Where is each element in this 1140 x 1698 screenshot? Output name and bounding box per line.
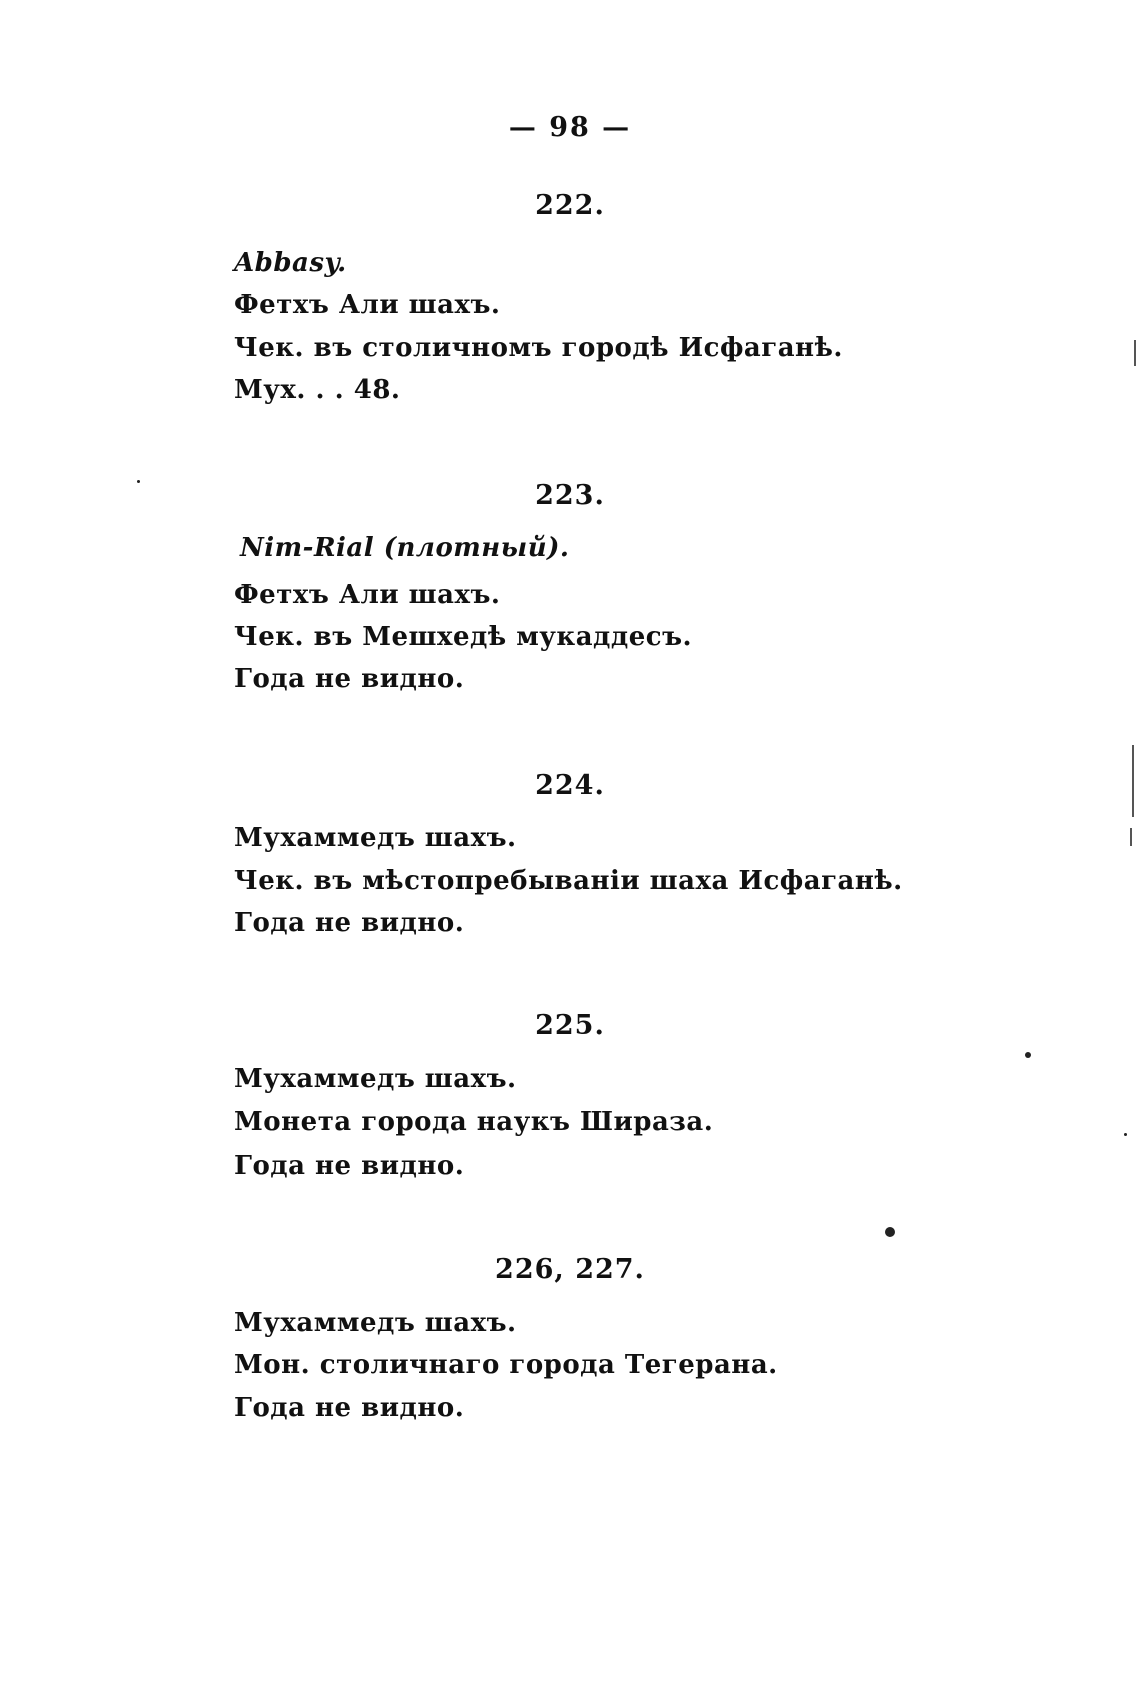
entry-223-denomination: Nim-Rial (плотный). — [240, 533, 570, 563]
ink-speck — [1124, 1133, 1127, 1136]
scan-edge-mark — [1132, 745, 1134, 817]
entry-224-mint: Чек. въ мѣстопребываніи шаха Исфаганѣ. — [234, 866, 903, 896]
page-number: — 98 — — [508, 112, 632, 143]
entry-222-denomination: Abbasy. — [234, 248, 347, 278]
entry-number-223: 223. — [535, 480, 605, 511]
entry-225-mint: Монета города наукъ Шираза. — [234, 1107, 714, 1137]
entry-number-222: 222. — [535, 190, 605, 221]
entry-number-224: 224. — [535, 770, 605, 801]
entry-223-mint: Чек. въ Мешхедѣ мукаддесъ. — [234, 622, 693, 652]
ink-speck — [885, 1227, 895, 1237]
scan-edge-mark — [1130, 828, 1132, 846]
entry-224-ruler: Мухаммедъ шахъ. — [234, 823, 517, 853]
scan-edge-mark — [1134, 340, 1136, 366]
entry-225-date: Года не видно. — [234, 1151, 465, 1181]
entry-222-mint: Чек. въ столичномъ городѣ Исфаганѣ. — [234, 333, 843, 363]
entry-222-ruler: Фетхъ Али шахъ. — [234, 290, 501, 320]
ink-speck — [137, 480, 140, 483]
entry-number-225: 225. — [535, 1010, 605, 1041]
entry-226-227-date: Года не видно. — [234, 1393, 465, 1423]
entry-226-227-ruler: Мухаммедъ шахъ. — [234, 1308, 517, 1338]
ink-speck — [1025, 1052, 1031, 1058]
entry-225-ruler: Мухаммедъ шахъ. — [234, 1064, 517, 1094]
entry-224-date: Года не видно. — [234, 908, 465, 938]
entry-222-date: Мух. . . 48. — [234, 375, 401, 405]
entry-226-227-mint: Мон. столичнаго города Тегерана. — [234, 1350, 778, 1380]
entry-223-date: Года не видно. — [234, 664, 465, 694]
entry-223-ruler: Фетхъ Али шахъ. — [234, 580, 501, 610]
entry-number-226-227: 226, 227. — [495, 1254, 645, 1285]
